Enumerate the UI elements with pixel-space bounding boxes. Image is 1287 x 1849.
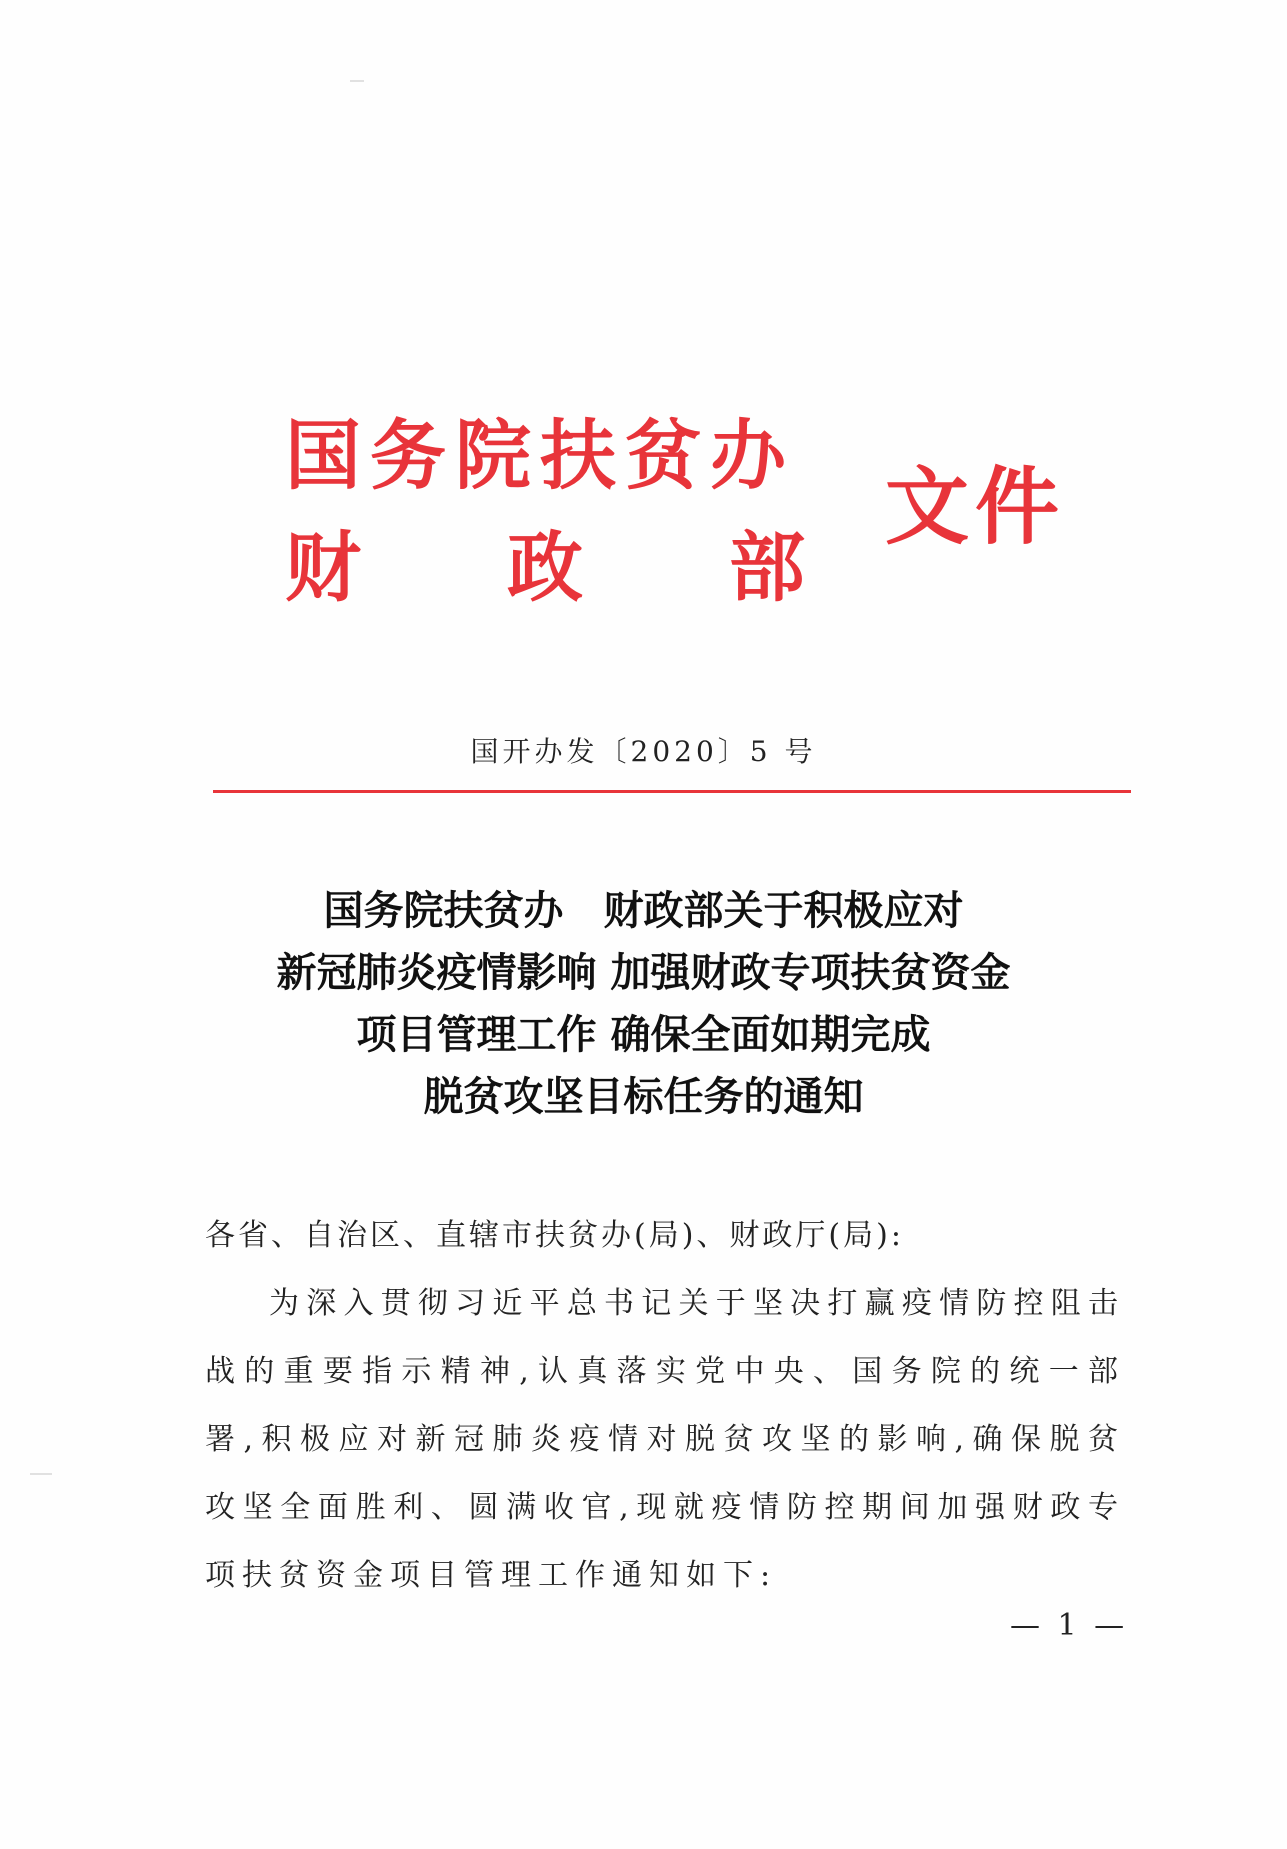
title-line: 新冠肺炎疫情影响 加强财政专项扶贫资金 [276, 950, 1011, 996]
issuer-char: 政 [507, 523, 583, 612]
document-type: 文件 [885, 457, 1066, 556]
red-separator-line [213, 790, 1131, 793]
issuer-line-2 [285, 523, 805, 612]
scan-artifact [350, 80, 364, 82]
page-number: — 1 — [1010, 1608, 1129, 1643]
document-number: 国开办发〔2020〕5 号 [470, 735, 817, 768]
salutation: 各省、自治区、直辖市扶贫办(局)、财政厅(局): [205, 1218, 904, 1253]
issuer-char: 财 [285, 523, 361, 612]
body-paragraph: 为深入贯彻习近平总书记关于坚决打赢疫情防控阻击战的重要指示精神,认真落实党中央、国务院的统一部署,积极应对新冠肺炎疫情对脱贫攻坚的影响,确保脱贫攻坚全面胜利、圆满收官,现就疫情防控期间加强财政专项扶贫资金项目管理工作通知如下: [205, 1286, 1125, 1593]
title-line: 脱贫攻坚目标任务的通知 [423, 1074, 864, 1120]
title-line: 项目管理工作 确保全面如期完成 [356, 1012, 931, 1058]
document-title [0, 880, 1287, 1128]
issuer-line-1: 国务院扶贫办 [285, 411, 795, 500]
issuer-char: 部 [729, 523, 805, 612]
scan-artifact [30, 1473, 52, 1475]
title-line: 国务院扶贫办 财政部关于积极应对 [323, 888, 964, 934]
